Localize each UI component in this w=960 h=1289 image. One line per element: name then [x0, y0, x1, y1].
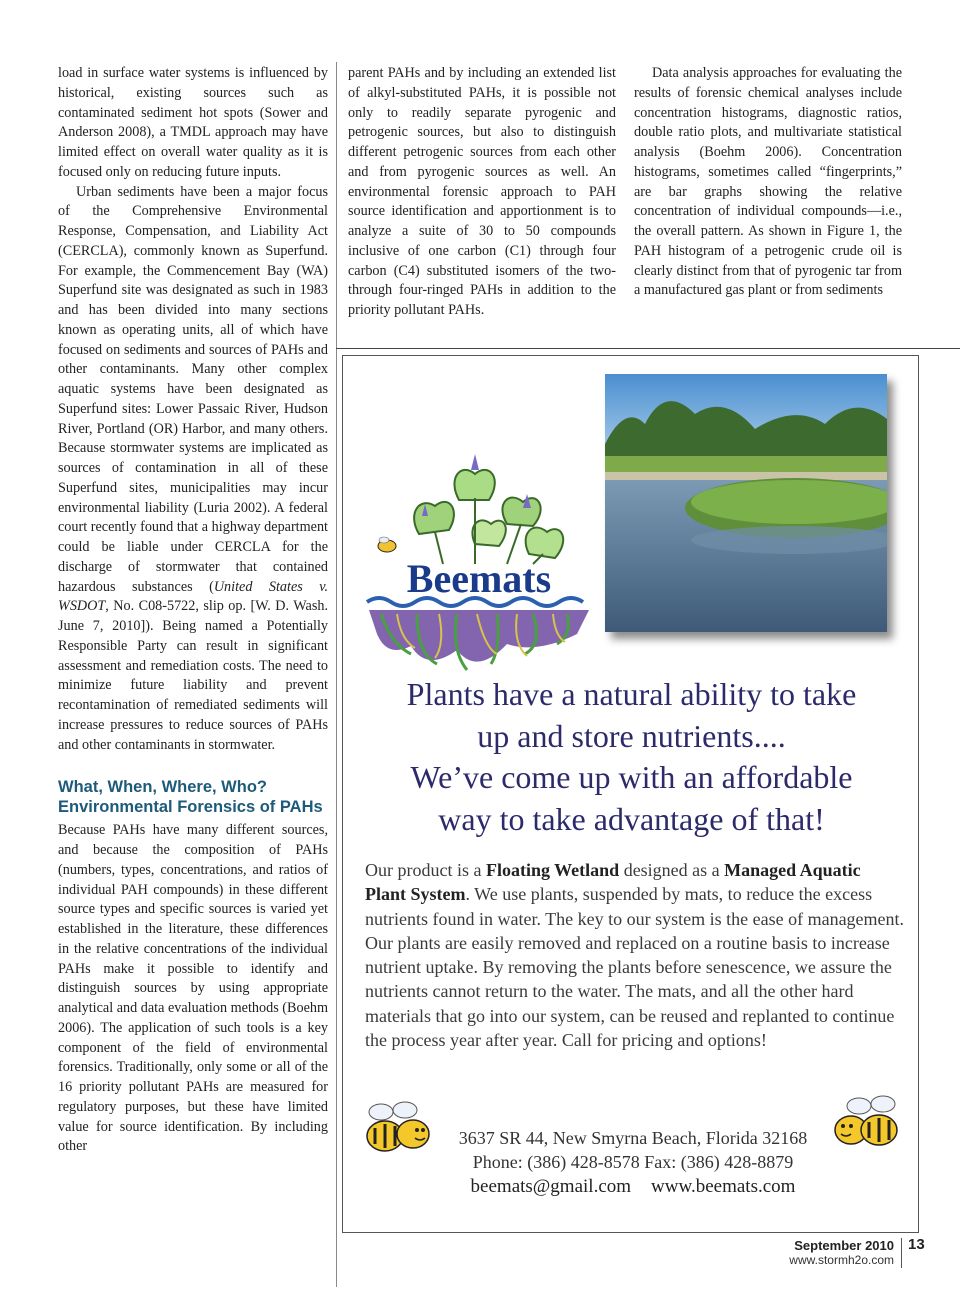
page-footer	[789, 1238, 894, 1267]
issue-date: September 2010	[794, 1238, 894, 1253]
paragraph: parent PAHs and by including an extended list of alkyl-substituted PAHs, it is possible not only to readily separate pyrogenic and petrogenic sources, but also to distinguish different petrogenic sources from each other and from pyrogenic sources as well. An environmental forensic approach to PAH source identification and apportionment is to analyze a suite of 30 to 50 compounds inclusive of one carbon (C1) through four carbon (C4) substituted isomers of the two-through four-ringed PAHs in addition to the priority pollutant PAHs.	[348, 65, 616, 318]
paragraph: Because PAHs have many different sources, and because the composition of PAHs (numbers, types, concentrations, and ratios of individual PAH compounds) in these different source types and specific sources is varied yet established in the literature, these differences in the relative concentrations of the individual PAHs make it possible to identify and distinguish sources by using appropriate analytical and data evaluation methods (Boehm 2006). The application of such tools is a key component of the field of environmental forensics. Traditionally, only some or all of the 16 priority pollutant PAHs are measured for regulatory purposes, but these have limited value for source identification. By including other	[58, 822, 328, 1155]
article-column-1	[58, 64, 328, 1157]
magazine-url[interactable]: www.stormh2o.com	[789, 1253, 894, 1267]
article-column-2	[348, 64, 616, 321]
leaf-icon	[414, 454, 563, 564]
web-contacts	[423, 1174, 843, 1200]
phone-fax: Phone: (386) 428-8578 Fax: (386) 428-8879	[472, 1152, 794, 1172]
address: 3637 SR 44, New Smyrna Beach, Florida 32168	[458, 1128, 808, 1148]
website-link[interactable]: www.beemats.com	[651, 1176, 796, 1197]
product-type: Managed Aquatic Plant System	[365, 860, 861, 905]
floating-wetland-photo	[605, 374, 887, 632]
page-number: 13	[908, 1236, 925, 1253]
headline-line: up and store nutrients....	[477, 717, 786, 754]
case-citation: United States v. WSDOT	[58, 578, 328, 615]
ad-contact-block	[423, 1126, 843, 1200]
logo-wordmark: Beemats	[406, 556, 552, 601]
article-column-3	[634, 64, 902, 301]
roots-illustration	[369, 610, 589, 670]
email-link[interactable]: beemats@gmail.com	[470, 1176, 632, 1197]
ad-headline	[343, 674, 920, 840]
section-heading: What, When, Where, Who? Environmental Forensics of PAHs	[58, 778, 323, 817]
footer-divider	[901, 1238, 902, 1268]
paragraph: load in surface water systems is influenced by historical, existing sources such as contaminated sediment hot spots (Sower and Anderson 2008), a TMDL approach may have limited effect on overall water quality as it is focused only on reducing future inputs.	[58, 65, 328, 180]
column-divider	[336, 62, 337, 1287]
beemats-advertisement	[342, 355, 919, 1233]
product-name: Floating Wetland	[485, 860, 620, 880]
headline-line: Plants have a natural ability to take	[406, 676, 857, 712]
bee-icon	[378, 537, 396, 552]
headline-line: We’ve come up with an affordable	[410, 759, 853, 795]
beemats-logo	[357, 414, 601, 676]
ad-body-text: Our product is a Floating Wetland designed as a Managed Aquatic Plant System. We use plants, suspended by mats, to reduce the excess nutrients found in water. The key to our system is the ease of management. Our plants are easily removed and replaced on a routine basis to increase nutrient uptake. By removing the plants before senescence, we assure the nutrients cannot return to the water. The mats, and all the other hard materials that go into our system, can be reused and replanted to continue the process year after year. Call for pricing and options!	[365, 860, 905, 1051]
paragraph: Urban sediments have been a major focus of the Comprehensive Environmental Response, Compensation, and Liability Act (CERCLA), commonly known as Superfund. For example, the Commencement Bay (WA) Superfund site was designated as such in 1983 and has been divided into many sections known as operating units, all of which have focused on sediments and sources of PAHs and other contaminants. Many other complex aquatic systems have been designated as Superfund sites: Lower Passaic River, Hudson River, Portland (OR) Harbor, and many others. Because stormwater systems are implicated as sources of contamination in all of these Superfund sites, municipalities may incur environmental liability (Luria 2002). A federal court recently found that a highway department could be liable under CERCLA for the discharge of stormwater that contained hazardous substances (United States v. WSDOT, No. C08-5722, slip op. [W. D. Wash. June 7, 2010]). Being named a Potentially Responsible Party can result in significant assessment and remediation costs. The need to minimize future liability and prevent recontamination of remediated sediments will increase pressures to reduce sources of PAHs and other contaminants in stormwater.	[58, 183, 328, 753]
paragraph: Data analysis approaches for evaluating the results of forensic chemical analyses include concentration histograms, diagnostic ratios, double ratio plots, and multivariate statistical analysis (Boehm 2006). Concentration histograms, sometimes called “fingerprints,” are bar graphs showing the relative concentration of individual compounds—i.e., the overall pattern. As shown in Figure 1, the PAH histogram of a petrogenic crude oil is clearly distinct from that of pyrogenic tar from a manufactured gas plant or from sediments	[634, 65, 902, 299]
headline-line: way to take advantage of that!	[438, 800, 825, 837]
ad-top-rule	[336, 348, 960, 349]
